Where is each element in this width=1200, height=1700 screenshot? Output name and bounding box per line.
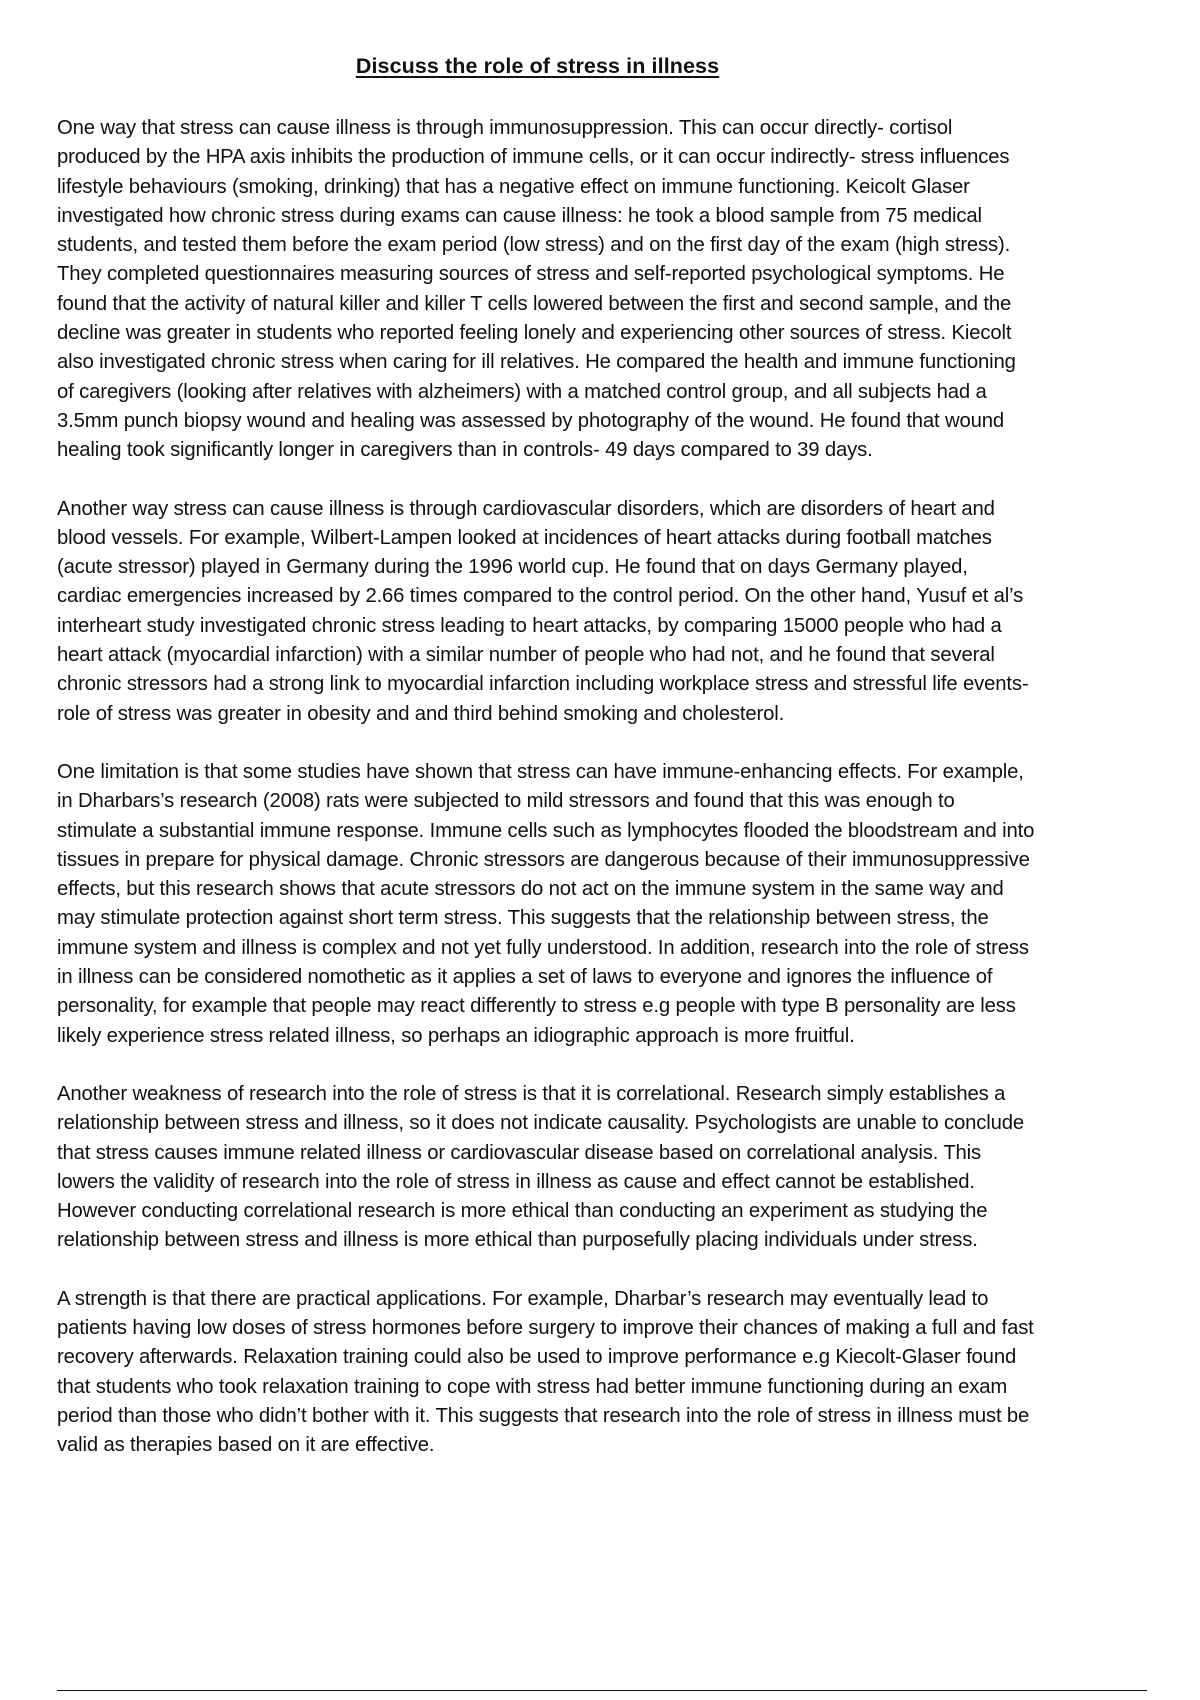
paragraph-line: blood vessels. For example, Wilbert-Lampen looked at incidences of heart attacks during football matches xyxy=(57,526,992,549)
paragraph xyxy=(57,758,1147,1051)
paragraph-line: found that the activity of natural killer and killer T cells lowered between the first and second sample, and the xyxy=(57,292,1012,315)
paragraph-line: immune system and illness is complex and not yet fully understood. In addition, research into the role of stress xyxy=(57,936,1029,959)
paragraph-line: interheart study investigated chronic stress leading to heart attacks, by comparing 15000 people who had a xyxy=(57,614,1002,637)
paragraph-line: chronic stressors had a strong link to myocardial infarction including workplace stress and stressful life events- xyxy=(57,673,1029,696)
paragraph-line: heart attack (myocardial infarction) with a similar number of people who had not, and he found that several xyxy=(57,644,995,667)
paragraph-line: lifestyle behaviours (smoking, drinking) that has a negative effect on immune functioning. Keicolt Glaser xyxy=(57,175,970,198)
paragraph-line: role of stress was greater in obesity and and third behind smoking and cholesterol. xyxy=(57,702,785,725)
paragraph-line: students, and tested them before the exam period (low stress) and on the first day of the exam (high stress). xyxy=(57,234,1011,257)
paragraph-line: in illness can be considered nomothetic as it applies a set of laws to everyone and ignores the influence of xyxy=(57,966,993,989)
paragraph-line: A strength is that there are practical applications. For example, Dharbar’s research may eventually lead to xyxy=(57,1287,989,1310)
paragraph-line: also investigated chronic stress when caring for ill relatives. He compared the health and immune functioning xyxy=(57,351,1016,374)
document-body xyxy=(57,114,1147,1489)
paragraph-line: that students who took relaxation training to cope with stress had better immune functioning during an exam xyxy=(57,1375,1008,1398)
paragraph-line: may stimulate protection against short term stress. This suggests that the relationship between stress, the xyxy=(57,907,989,930)
paragraph-line: lowers the validity of research into the role of stress in illness as cause and effect cannot be established. xyxy=(57,1170,975,1193)
paragraph xyxy=(57,495,1147,729)
paragraph xyxy=(57,1080,1147,1256)
footer-divider xyxy=(57,1690,1147,1691)
paragraph xyxy=(57,114,1147,466)
paragraph xyxy=(57,1285,1147,1461)
paragraph-line: decline was greater in students who reported feeling lonely and experiencing other sources of stress. Kiecolt xyxy=(57,322,1012,345)
paragraph-line: of caregivers (looking after relatives with alzheimers) with a matched control group, and all subjects had a xyxy=(57,380,987,403)
paragraph-line: personality, for example that people may react differently to stress e.g people with type B personality are less xyxy=(57,995,1016,1018)
paragraph-line: tissues in prepare for physical damage. Chronic stressors are dangerous because of their immunosuppressive xyxy=(57,848,1030,871)
paragraph-line: relationship between stress and illness is more ethical than purposefully placing individuals under stress. xyxy=(57,1229,978,1252)
paragraph-line: valid as therapies based on it are effective. xyxy=(57,1434,435,1457)
paragraph-line: patients having low doses of stress hormones before surgery to improve their chances of making a full and fast xyxy=(57,1316,1034,1339)
paragraph-line: 3.5mm punch biopsy wound and healing was assessed by photography of the wound. He found that wound xyxy=(57,409,1005,432)
paragraph-line: in Dharbars’s research (2008) rats were subjected to mild stressors and found that this was enough to xyxy=(57,790,955,813)
paragraph-line: Another weakness of research into the role of stress is that it is correlational. Research simply establishes a xyxy=(57,1082,1006,1105)
paragraph-line: stimulate a substantial immune response. Immune cells such as lymphocytes flooded the bloodstream and into xyxy=(57,819,1035,842)
paragraph-line: (acute stressor) played in Germany during the 1996 world cup. He found that on days Germany played, xyxy=(57,556,968,579)
paragraph-line: period than those who didn’t bother with it. This suggests that research into the role of stress in illness must be xyxy=(57,1404,1030,1427)
paragraph-line: One limitation is that some studies have shown that stress can have immune-enhancing effects. For example, xyxy=(57,760,1024,783)
paragraph-line: However conducting correlational research is more ethical than conducting an experiment as studying the xyxy=(57,1200,988,1223)
paragraph-line: that stress causes immune related illness or cardiovascular disease based on correlational analysis. This xyxy=(57,1141,982,1164)
document-title: Discuss the role of stress in illness xyxy=(355,54,720,78)
paragraph-line: investigated how chronic stress during exams can cause illness: he took a blood sample from 75 medical xyxy=(57,204,982,227)
paragraph-line: effects, but this research shows that acute stressors do not act on the immune system in the same way and xyxy=(57,878,1004,901)
paragraph-line: likely experience stress related illness, so perhaps an idiographic approach is more fruitful. xyxy=(57,1024,855,1047)
paragraph-line: recovery afterwards. Relaxation training could also be used to improve performance e.g Kiecolt-Glaser found xyxy=(57,1346,1017,1369)
paragraph-line: cardiac emergencies increased by 2.66 times compared to the control period. On the other hand, Yusuf et al’s xyxy=(57,585,1024,608)
paragraph-line: produced by the HPA axis inhibits the production of immune cells, or it can occur indirectly- stress influences xyxy=(57,146,1010,169)
paragraph-line: healing took significantly longer in caregivers than in controls- 49 days compared to 39 days. xyxy=(57,439,873,462)
paragraph-line: One way that stress can cause illness is through immunosuppression. This can occur directly- cortisol xyxy=(57,117,953,139)
paragraph-line: relationship between stress and illness, so it does not indicate causality. Psychologists are unable to conclude xyxy=(57,1112,1025,1135)
paragraph-line: They completed questionnaires measuring sources of stress and self-reported psychological symptoms. He xyxy=(57,263,1005,286)
paragraph-line: Another way stress can cause illness is through cardiovascular disorders, which are disorders of heart and xyxy=(57,497,995,520)
